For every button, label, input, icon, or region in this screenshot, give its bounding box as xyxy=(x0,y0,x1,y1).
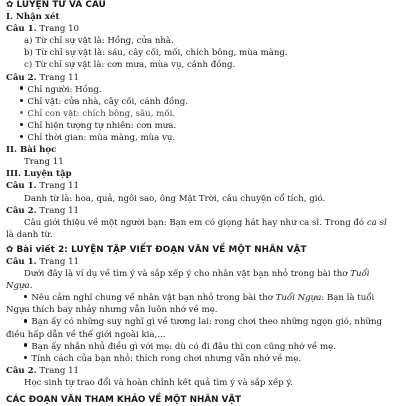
subsection-bai-hoc: II. Bài học xyxy=(6,145,57,156)
writing-question-2: Câu 2. Trang 11 xyxy=(6,365,80,376)
bullet-icon xyxy=(20,99,23,102)
bullet-item: Chỉ con vật: chích bông, sâu, mối. xyxy=(6,108,394,120)
section-heading-luyen-tu xyxy=(6,0,394,11)
subsection-luyen-tap: III. Luyện tập xyxy=(6,169,72,180)
bullet-icon xyxy=(20,123,23,126)
bullet-icon xyxy=(20,86,23,89)
section-title: LUYỆN TỪ VÀ CÂU xyxy=(16,0,106,10)
flower-icon: ✿ xyxy=(6,0,14,10)
writing-bullet: Bạn ấy nhắn nhủ điều gì với mẹ: dù có đi đâu thì con cũng nhớ về mẹ. xyxy=(6,341,394,353)
bullet-item: Chỉ hiện tượng tự nhiên: cơn mưa. xyxy=(6,120,394,132)
exercise-question-1: Câu 1. Trang 11 xyxy=(6,181,80,192)
writing-answer-2: Học sinh tự trao đổi và hoàn chỉnh kết quả tìm ý và sắp xếp ý. xyxy=(24,377,293,388)
section-heading-bai-viet xyxy=(6,244,394,256)
writing-question-1: Câu 1. Trang 11 xyxy=(6,256,80,267)
answer-item: a) Từ chỉ sự vật là: Hồng, cửa nhà. xyxy=(24,36,174,47)
writing-bullet: Tính cách của bạn nhỏ: thích rong chơi nhưng vẫn nhớ về mẹ. xyxy=(6,353,394,365)
question-1: Câu 1. Trang 10 xyxy=(6,24,80,35)
bullet-item: Chỉ người: Hồng. xyxy=(6,84,394,96)
bullet-icon xyxy=(20,111,23,114)
page-ref: Trang 11 xyxy=(24,157,64,168)
bullet-item: Chỉ vật: cửa nhà, cây cối, cánh đồng. xyxy=(6,96,394,108)
bullet-icon xyxy=(20,135,23,138)
answer-item: c) Từ chỉ sự vật là: cơn mưa, mùa vụ, cánh đồng. xyxy=(24,60,236,71)
subsection-nhan-xet: I. Nhận xét xyxy=(6,12,60,23)
writing-intro: Dưới đây là ví dụ về tìm ý và sắp xếp ý cho nhân vật bạn nhỏ trong bài thơ Tuổi Ngựa. xyxy=(6,269,370,292)
answer-item: b) Từ chỉ sự vật là: sáu, cây cối, mối, chích bông, mùa màng. xyxy=(24,48,288,59)
writing-bullet: Bạn ấy có những suy nghĩ gì về tương lai: rong chơi theo những ngọn gió, những điều hấp dẫn về thế giới ngoài kia,... xyxy=(6,317,383,340)
flower-icon: ✿ xyxy=(6,244,14,255)
question-2: Câu 2. Trang 11 xyxy=(6,72,80,83)
cut-off-heading: CÁC ĐOẠN VĂN THAM KHẢO VỀ MỘT NHÂN VẬT xyxy=(6,394,242,405)
bullet-item: Chỉ thời gian: mùa màng, mùa vụ. xyxy=(6,132,394,144)
bullet-icon xyxy=(24,356,27,359)
bullet-icon xyxy=(24,343,27,346)
exercise-answer-2: Câu giới thiệu về một người bạn: Bạn em có giọng hát hay như ca sĩ. Trong đó ca sĩ là danh từ. xyxy=(6,217,387,240)
exercise-question-2: Câu 2. Trang 11 xyxy=(6,205,80,216)
section-title: Bài viết 2: LUYỆN TẬP VIẾT ĐOẠN VĂN VỀ MỘT NHÂN VẬT xyxy=(16,244,307,255)
writing-bullet: Nêu cảm nghĩ chung về nhân vật bạn nhỏ trong bài thơ Tuổi Ngựa: Bạn là tuổi Ngựa thích bay nhảy nhưng vẫn luôn nhớ về mẹ. xyxy=(6,293,375,316)
bullet-icon xyxy=(24,319,27,322)
exercise-answer-1: Danh từ là: hoa, quả, ngôi sao, ông Mặt Trời, câu chuyện cổ tích, gió. xyxy=(24,193,326,204)
bullet-icon xyxy=(24,295,27,298)
